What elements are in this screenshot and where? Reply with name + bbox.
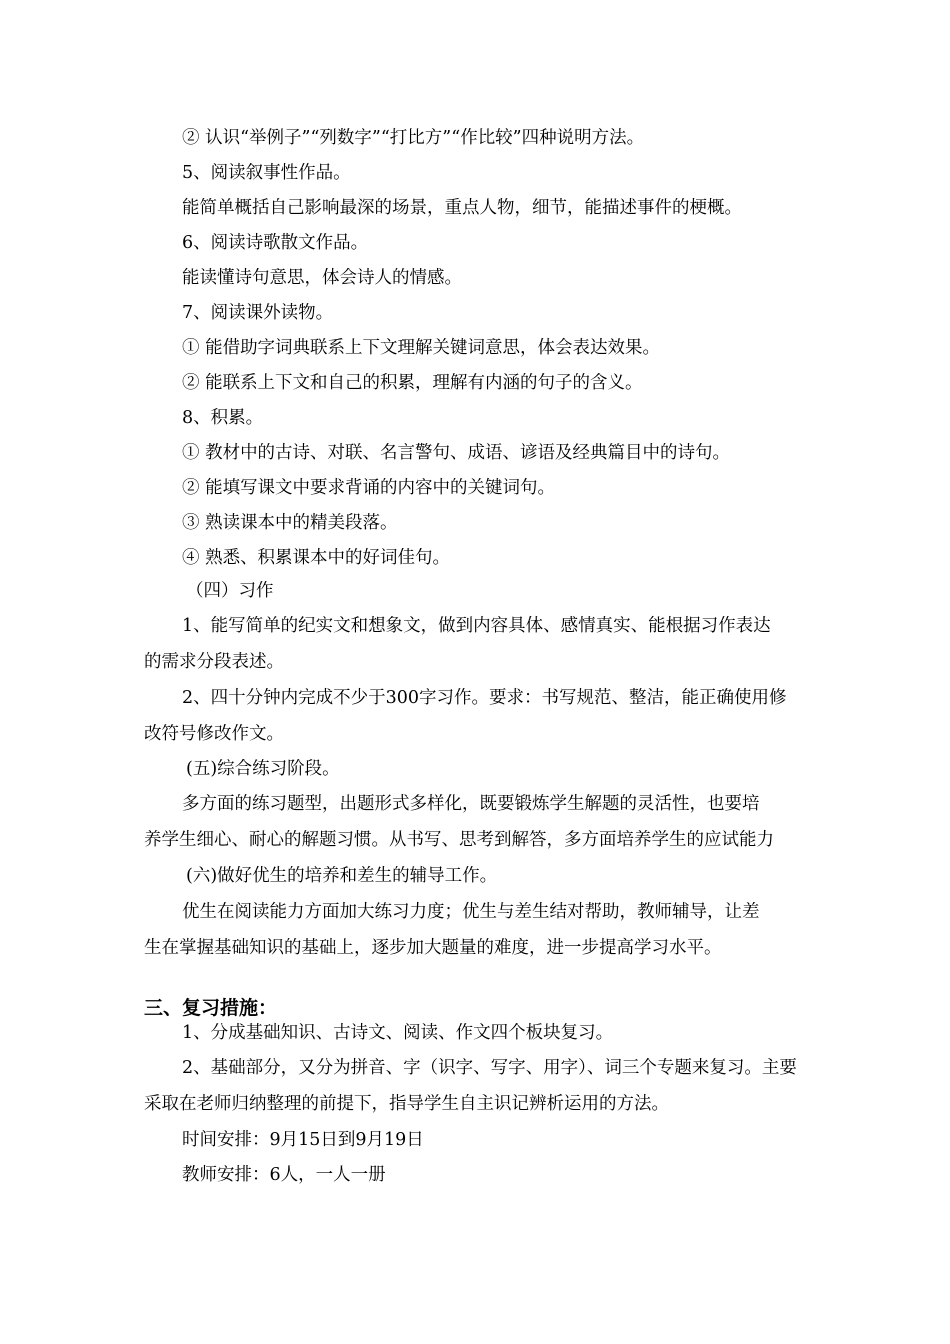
text-line: ② 认识“举例子”“列数字”“打比方”“作比较”四种说明方法。: [182, 128, 645, 148]
text-line: 教师安排：6人，一人一册: [182, 1165, 386, 1185]
text-line: 6、阅读诗歌散文作品。: [182, 233, 369, 253]
text-line: 1、分成基础知识、古诗文、阅读、作文四个板块复习。: [182, 1023, 614, 1043]
text-line: 多方面的练习题型，出题形式多样化，既要锻炼学生解题的灵活性，也要培: [182, 794, 760, 814]
text-line: ③ 熟读课本中的精美段落。: [182, 513, 398, 533]
text-line: ① 能借助字词典联系上下文理解关键词意思，体会表达效果。: [182, 338, 661, 358]
text-line: 能读懂诗句意思，体会诗人的情感。: [182, 268, 462, 288]
text-line: 的需求分段表述。: [144, 652, 284, 672]
text-line: 2、四十分钟内完成不少于300字习作。要求：书写规范、整洁，能正确使用修: [182, 688, 787, 708]
subsection-heading: (五)综合练习阶段。: [186, 759, 340, 779]
text-line: 生在掌握基础知识的基础上，逐步加大题量的难度，进一步提高学习水平。: [144, 938, 722, 958]
text-line: 5、阅读叙事性作品。: [182, 163, 351, 183]
text-line: 1、能写简单的纪实文和想象文，做到内容具体、感情真实、能根据习作表达: [182, 616, 771, 636]
subsection-heading: （四）习作: [186, 581, 274, 601]
subsection-heading: (六)做好优生的培养和差生的辅导工作。: [186, 866, 498, 886]
text-line: 7、阅读课外读物。: [182, 303, 334, 323]
text-line: 优生在阅读能力方面加大练习力度；优生与差生结对帮助，教师辅导，让差: [182, 902, 760, 922]
text-line: 8、积累。: [182, 408, 264, 428]
text-line: ② 能填写课文中要求背诵的内容中的关键词句。: [182, 478, 556, 498]
text-line: 能简单概括自己影响最深的场景，重点人物，细节，能描述事件的梗概。: [182, 198, 742, 218]
text-line: ① 教材中的古诗、对联、名言警句、成语、谚语及经典篇目中的诗句。: [182, 443, 731, 463]
text-line: ② 能联系上下文和自己的积累，理解有内涵的句子的含义。: [182, 373, 643, 393]
text-line: 养学生细心、耐心的解题习惯。从书写、思考到解答，多方面培养学生的应试能力: [144, 830, 774, 850]
text-line: 采取在老师归纳整理的前提下，指导学生自主识记辨析运用的方法。: [144, 1094, 669, 1114]
text-line: 2、基础部分，又分为拼音、字（识字、写字、用字）、词三个专题来复习。主要: [182, 1058, 797, 1078]
text-line: 时间安排：9月15日到9月19日: [182, 1130, 424, 1150]
section-heading: 三、复习措施：: [144, 997, 278, 1019]
text-line: ④ 熟悉、积累课本中的好词佳句。: [182, 548, 451, 568]
text-line: 改符号修改作文。: [144, 724, 284, 744]
